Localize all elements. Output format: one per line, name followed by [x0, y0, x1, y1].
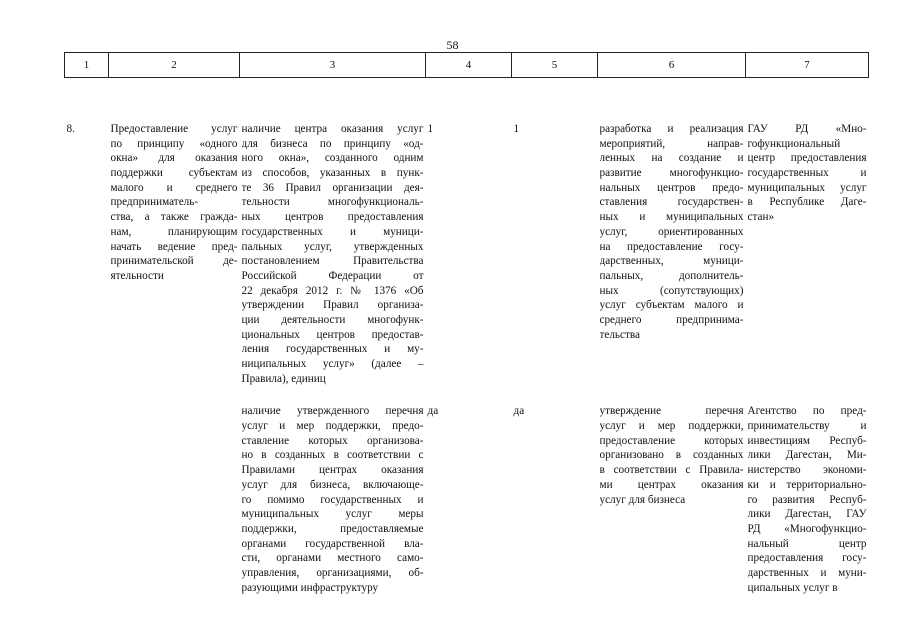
cell-text-line: нальный центр — [747, 537, 867, 550]
cell-text-line: тельства — [599, 328, 640, 341]
value-cell-col5: да — [513, 405, 525, 418]
cell-text-line: ции деятельности многофунк- — [241, 313, 424, 326]
cell-text-line: услуг для бизнеса — [599, 493, 686, 506]
indicator-cell — [240, 386, 426, 614]
cell-text-line: Агентство по пред- — [747, 405, 867, 418]
cell-text-line: ятельности — [110, 269, 164, 282]
actions-cell — [598, 78, 746, 387]
cell-text-line: принимательству и — [747, 420, 867, 433]
cell-text-line: услуг для бизнеса, включающе- — [241, 478, 424, 491]
cell-text-line: поддержки субъектам — [110, 167, 238, 180]
row-number: 8. — [66, 123, 75, 135]
cell-text-line: управления, организациями, об- — [241, 566, 424, 579]
cell-text-line: РД «Многофункцио- — [747, 522, 867, 535]
cell-text-line: нам, планирующим — [110, 225, 238, 238]
cell-text-line: го развития Респуб- — [747, 493, 867, 506]
cell-text-line: ленных на создание и — [599, 152, 744, 165]
cell-text-line: услуг и мер поддержки, предо- — [241, 420, 424, 433]
cell-text-line: нистерство экономи- — [747, 464, 867, 477]
cell-text-line: Российской Федерации от — [241, 269, 424, 282]
header-col-1: 1 — [65, 53, 109, 78]
measures-table — [64, 52, 869, 614]
cell-text-line: Предоставление услуг — [110, 123, 238, 135]
cell-text-line: муниципальных услуг — [747, 181, 867, 194]
cell-text-line: в соответствии с Правила- — [599, 464, 744, 477]
cell-text-line: дарственных и муни- — [747, 566, 867, 579]
responsible-cell — [746, 386, 869, 614]
cell-text-line: ставления государствен- — [599, 196, 744, 209]
document-table — [64, 52, 868, 640]
cell-text-line: ных центров предоставления — [241, 211, 424, 224]
value-cell-col4: 1 — [427, 123, 434, 135]
cell-text-line: ного окна», созданного одним — [241, 152, 424, 165]
cell-text-line: Правилами центрах оказания — [241, 464, 424, 477]
cell-text-line: среднего предпринима- — [599, 313, 744, 326]
cell-text-line: малого и среднего — [110, 181, 238, 194]
header-col-4: 4 — [426, 53, 512, 78]
cell-text-line: но в созданных в соответствии с — [241, 449, 424, 462]
cell-text-line: предоставления госу- — [747, 552, 867, 565]
cell-text-line: окна» для оказания — [110, 152, 238, 165]
cell-text-line: ных (сопутствующих) — [599, 284, 744, 297]
indicator-cell — [240, 78, 426, 387]
cell-text-line: ства, а также гражда- — [110, 211, 238, 224]
cell-text-line: разработка и реализация — [599, 123, 744, 135]
header-row — [65, 53, 869, 78]
cell-text-line: пальных услуг, утвержденных — [241, 240, 424, 253]
cell-text-line: утверждении Правил организа- — [241, 299, 424, 312]
cell-text-line: муниципальных услуг меры — [241, 508, 424, 521]
cell-text-line: лики Дагестан, ГАУ — [747, 508, 867, 521]
measure-name-cell — [109, 78, 240, 387]
value-cell-col5: 1 — [513, 123, 520, 135]
cell-text-line: органами государственной вла- — [241, 537, 424, 550]
cell-text-line: предоставление которых — [599, 434, 744, 447]
cell-text-line: центр предоставления — [747, 152, 867, 165]
cell-text-line: 22 декабря 2012 г. № 1376 «Об — [241, 284, 424, 297]
cell-text-line: организовано в созданных — [599, 449, 744, 462]
cell-text-line: в Республике Даге- — [747, 196, 867, 209]
cell-text-line: на предоставление госу- — [599, 240, 744, 253]
header-col-3: 3 — [240, 53, 426, 78]
cell-text-line: нальных центров предо- — [599, 181, 744, 194]
cell-text-line: ки и территориально- — [747, 478, 867, 491]
cell-text-line: Правила), единиц — [241, 372, 326, 385]
cell-text-line: для бизнеса по принципу «од- — [241, 137, 424, 150]
cell-text-line: услуг и мер поддержки, — [599, 420, 744, 433]
cell-text-line: услуг, ориентированных — [599, 225, 744, 238]
measure-name-cell — [109, 386, 240, 614]
cell-text-line: наличие утвержденного перечня — [241, 405, 424, 418]
cell-text-line: го помимо государственных и — [241, 493, 424, 506]
cell-text-line: государственных и — [747, 167, 867, 180]
cell-text-line: тельности многофункциональ- — [241, 196, 424, 209]
cell-text-line: ления государственных и му- — [241, 343, 424, 356]
header-col-7: 7 — [746, 53, 869, 78]
table-row — [65, 78, 869, 387]
cell-text-line: постановлением Правительства — [241, 255, 424, 268]
cell-text-line: циональных центров предостав- — [241, 328, 424, 341]
cell-text-line: лики Дагестан, Ми- — [747, 449, 867, 462]
cell-text-line: ниципальных услуг» (далее – — [241, 358, 424, 370]
cell-text-line: услуг субъектам малого и — [599, 299, 744, 312]
cell-text-line: дарственных, муници- — [599, 255, 744, 268]
cell-text-line: наличие центра оказания услуг — [241, 123, 424, 135]
cell-text-line: поддержки, предоставляемые — [241, 522, 424, 535]
cell-text-line: развитие многофункцио- — [599, 167, 744, 180]
cell-text-line: ми центрах оказания — [599, 478, 744, 491]
cell-text-line: разующими инфраструктуру — [241, 581, 379, 594]
actions-cell — [598, 386, 746, 614]
cell-text-line: пальных, дополнитель- — [599, 269, 744, 282]
responsible-cell — [746, 78, 869, 387]
cell-text-line: инвестициям Респуб- — [747, 434, 867, 447]
cell-text-line: принимательской де- — [110, 255, 238, 268]
cell-text-line: ГАУ РД «Мно- — [747, 123, 867, 135]
header-col-5: 5 — [512, 53, 598, 78]
cell-text-line: ставление которых организова- — [241, 434, 424, 447]
header-col-6: 6 — [598, 53, 746, 78]
page-number: 58 — [446, 38, 459, 52]
cell-text-line: по принципу «одного — [110, 137, 238, 150]
row-number — [65, 386, 109, 614]
cell-text-line: сти, органами местного само- — [241, 552, 424, 565]
cell-text-line: государственных и муници- — [241, 225, 424, 238]
cell-text-line: начать ведение пред- — [110, 240, 238, 253]
cell-text-line: мероприятий, направ- — [599, 137, 744, 150]
cell-text-line: стан» — [747, 211, 775, 224]
cell-text-line: утверждение перечня — [599, 405, 744, 418]
value-cell-col4: да — [427, 405, 439, 418]
table-row — [65, 386, 869, 614]
cell-text-line: ципальных услуг в — [747, 581, 838, 594]
cell-text-line: предприниматель- — [110, 196, 199, 209]
cell-text-line: те 36 Правил организации дея- — [241, 181, 424, 194]
header-col-2: 2 — [109, 53, 240, 78]
cell-text-line: гофункциональный — [747, 137, 841, 150]
cell-text-line: из способов, указанных в пунк- — [241, 167, 424, 180]
cell-text-line: ных и муниципальных — [599, 211, 744, 224]
